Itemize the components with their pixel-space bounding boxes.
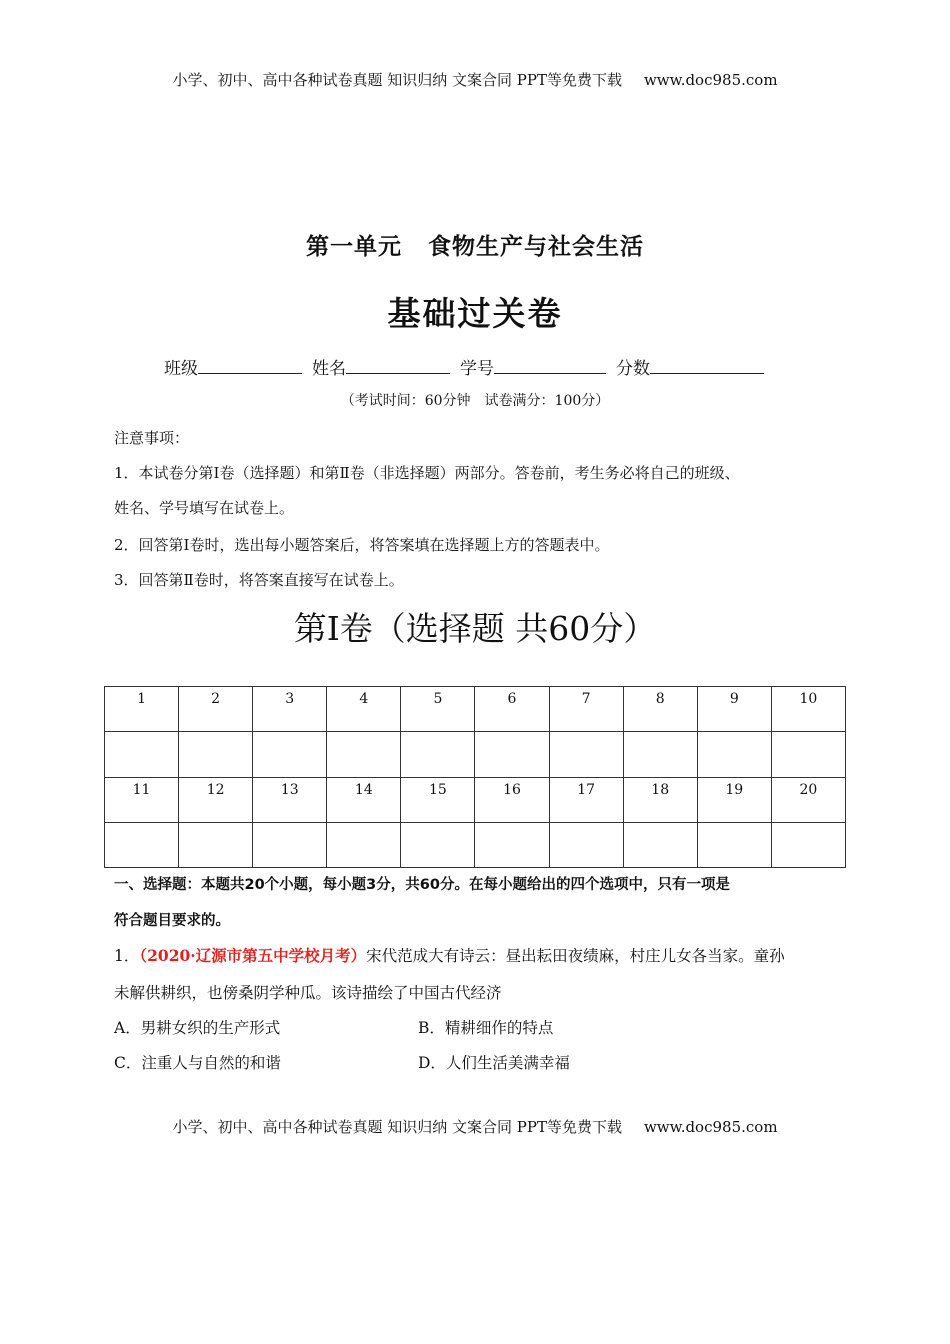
option-d[interactable]: D．人们生活美满幸福 — [418, 1054, 570, 1072]
question-number-cell: 1 — [105, 687, 179, 732]
answer-cell[interactable] — [771, 732, 845, 777]
question-1-source: （2020·辽源市第五中学校月考） — [139, 946, 367, 965]
main-title: 基础过关卷 — [387, 294, 563, 333]
answer-header-row-1 — [105, 687, 846, 732]
answer-cell[interactable] — [179, 732, 253, 777]
question-1-number: 1． — [114, 947, 140, 965]
question-number-cell: 6 — [475, 687, 549, 732]
question-number-cell: 18 — [623, 777, 697, 822]
question-number-cell: 9 — [697, 687, 771, 732]
answer-cell[interactable] — [475, 732, 549, 777]
notes-title: 注意事项： — [114, 429, 190, 447]
question-number-cell: 17 — [549, 777, 623, 822]
option-a[interactable]: A．男耕女织的生产形式 — [114, 1019, 281, 1037]
option-c[interactable]: C．注重人与自然的和谐 — [114, 1054, 281, 1072]
question-number-cell: 10 — [771, 687, 845, 732]
answer-cell[interactable] — [771, 822, 845, 867]
score-blank[interactable] — [650, 357, 764, 374]
question-number-cell: 12 — [179, 777, 253, 822]
part-heading-line2: 符合题目要求的。 — [114, 913, 230, 929]
header-text: 小学、初中、高中各种试卷真题 知识归纳 文案合同 PPT等免费下载 — [172, 71, 622, 89]
answer-cell[interactable] — [105, 732, 179, 777]
question-number-cell: 16 — [475, 777, 549, 822]
id-label: 学号 — [460, 359, 494, 379]
section-title: 第Ⅰ卷（选择题 共60分） — [293, 609, 657, 648]
unit-title — [0, 228, 950, 261]
part-heading-line1: 一、选择题：本题共20个小题，每小题3分，共60分。在每小题给出的四个选项中，只有一项是 — [114, 877, 730, 893]
answer-cell[interactable] — [327, 822, 401, 867]
answer-table — [104, 686, 846, 868]
answer-cell[interactable] — [697, 822, 771, 867]
answer-cell[interactable] — [327, 732, 401, 777]
page-header — [0, 69, 950, 90]
question-number-cell: 15 — [401, 777, 475, 822]
notes-item3: 3．回答第Ⅱ卷时，将答案直接写在试卷上。 — [114, 571, 404, 589]
header-site-link[interactable]: www.doc985.com — [643, 71, 778, 89]
student-info-line — [164, 354, 774, 379]
score-label: 分数 — [616, 359, 650, 379]
question-number-cell: 4 — [327, 687, 401, 732]
question-number-cell: 13 — [253, 777, 327, 822]
answer-cell[interactable] — [401, 822, 475, 867]
exam-time: （考试时间：60分钟 试卷满分：100分） — [340, 393, 610, 409]
id-blank[interactable] — [494, 357, 606, 374]
name-blank[interactable] — [346, 357, 450, 374]
name-label: 姓名 — [312, 359, 346, 379]
answer-cell[interactable] — [105, 822, 179, 867]
question-number-cell: 3 — [253, 687, 327, 732]
answer-cell[interactable] — [253, 822, 327, 867]
answer-cell[interactable] — [549, 822, 623, 867]
answer-cell[interactable] — [623, 732, 697, 777]
answer-cell[interactable] — [549, 732, 623, 777]
question-number-cell: 2 — [179, 687, 253, 732]
question-number-cell: 5 — [401, 687, 475, 732]
answer-header-row-2 — [105, 777, 846, 822]
footer-site-link[interactable]: www.doc985.com — [643, 1118, 778, 1136]
notes-item1-line1: 1．本试卷分第Ⅰ卷（选择题）和第Ⅱ卷（非选择题）两部分。答卷前，考生务必将自己的班级、 — [114, 464, 740, 482]
question-number-cell: 7 — [549, 687, 623, 732]
option-b[interactable]: B．精耕细作的特点 — [418, 1019, 554, 1037]
question-1-text-line1: 宋代范成大有诗云：昼出耘田夜绩麻，村庄儿女各当家。童孙 — [366, 947, 785, 965]
answer-cell[interactable] — [697, 732, 771, 777]
notes-item1-line2: 姓名、学号填写在试卷上。 — [114, 499, 295, 517]
unit-title-part2: 食物生产与社会生活 — [428, 234, 644, 260]
answer-cell[interactable] — [623, 822, 697, 867]
question-number-cell: 8 — [623, 687, 697, 732]
footer-text: 小学、初中、高中各种试卷真题 知识归纳 文案合同 PPT等免费下载 — [172, 1118, 622, 1136]
unit-title-part1: 第一单元 — [306, 234, 402, 260]
answer-cell[interactable] — [475, 822, 549, 867]
question-number-cell: 11 — [105, 777, 179, 822]
answer-cell[interactable] — [179, 822, 253, 867]
question-1-line1 — [114, 944, 785, 966]
answer-input-row-1 — [105, 732, 846, 777]
answer-cell[interactable] — [401, 732, 475, 777]
class-blank[interactable] — [198, 357, 302, 374]
question-number-cell: 14 — [327, 777, 401, 822]
answer-input-row-2 — [105, 822, 846, 867]
question-number-cell: 20 — [771, 777, 845, 822]
class-label: 班级 — [164, 359, 198, 379]
notes-item2: 2．回答第Ⅰ卷时，选出每小题答案后，将答案填在选择题上方的答题表中。 — [114, 536, 610, 554]
question-number-cell: 19 — [697, 777, 771, 822]
answer-cell[interactable] — [253, 732, 327, 777]
page-footer — [0, 1116, 950, 1137]
question-1-line2: 未解供耕织，也傍桑阴学种瓜。该诗描绘了中国古代经济 — [114, 984, 502, 1002]
